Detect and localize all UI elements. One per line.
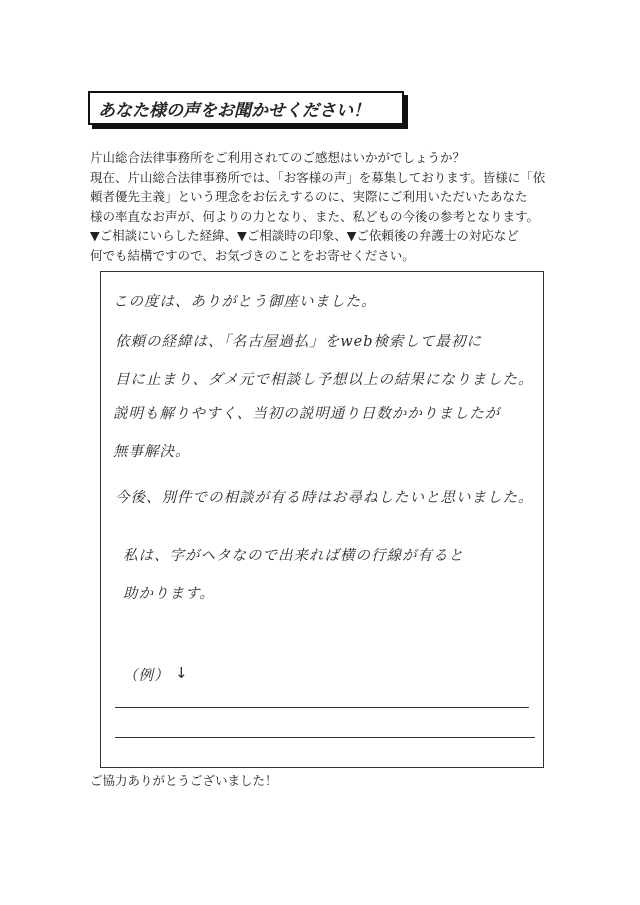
handwritten-line: 依頼の経緯は、「名古屋過払」をweb検索して最初に — [115, 334, 483, 350]
intro-line: 現在、片山総合法律事務所では、「お客様の声」を募集しております。皆様に「依 — [90, 169, 546, 185]
handwritten-line: 目に止まり、ダメ元で相談し予想以上の結果になりました。 — [115, 372, 534, 388]
handwritten-line: 説明も解りやすく、当初の説明通り日数かかりましたが — [113, 406, 501, 422]
example-label: （例） — [123, 668, 170, 684]
intro-line: 片山総合法律事務所をご利用されてのご感想はいかがでしょうか？ — [90, 150, 466, 165]
page-title: あなた様の声をお聞かせください！ — [98, 100, 370, 121]
handwritten-line: 今後、別件での相談が有る時はお尋ねしたいと思いました。 — [115, 490, 534, 506]
intro-line: ▼ご相談にいらした経緯、▼ご相談時の印象、▼ご依頼後の弁護士の対応など — [90, 228, 519, 243]
handwritten-line: 無事解決。 — [113, 444, 191, 460]
ruled-line — [115, 707, 529, 708]
intro-line: 様の率直なお声が、何よりの力となり、また、私どもの今後の参考となります。 — [90, 208, 540, 224]
handwritten-line: この度は、ありがとう御座いました。 — [113, 294, 377, 310]
intro-line: 何でも結構ですので、お気づきのことをお寄せください。 — [90, 247, 415, 263]
handwritten-line: 私は、字がヘタなので出来れば横の行線が有ると — [123, 548, 464, 564]
thanks-message: ご協力ありがとうございました！ — [90, 773, 278, 788]
arrow-down-icon: ↓ — [175, 664, 188, 682]
ruled-line — [115, 737, 535, 738]
handwritten-line: 助かります。 — [123, 586, 215, 602]
response-card — [100, 271, 544, 768]
intro-line: 頼者優先主義」という理念をお伝えするのに、実際にご利用いただいたあなた — [90, 189, 528, 204]
intro-text — [90, 148, 560, 265]
title-box — [88, 91, 404, 125]
